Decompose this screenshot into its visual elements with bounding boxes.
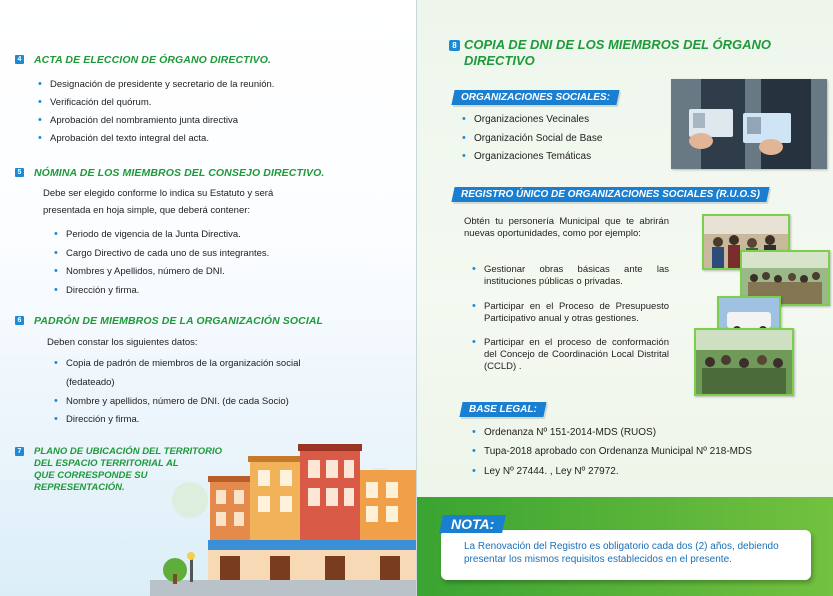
community-photo [694,328,794,396]
banner-label: BASE LEGAL: [469,404,537,415]
section-number-5: 5 [15,168,24,177]
list-item: • Periodo de vigencia de la Junta Directiva. [66,229,241,240]
nota-label [439,515,506,533]
banner-organizaciones [451,90,619,105]
section-title-acta: ACTA DE ELECCION DE ÓRGANO DIRECTIVO. [34,54,272,66]
section-intro: Deben constar los siguientes datos: [47,337,198,348]
list-item: • Dirección y firma. [66,414,139,425]
list-item: • Gestionar obras básicas ante las instituciones públicas o privadas. [484,264,669,288]
section-number-4: 4 [15,55,24,64]
list-item: • Ordenanza Nº 151-2014-MDS (RUOS) [484,427,656,438]
banner-label: ORGANIZACIONES SOCIALES: [461,92,610,103]
section-intro: Debe ser elegido conforme lo indica su Estatuto y será [43,188,274,199]
list-item: • Designación de presidente y secretario de la reunión. [50,79,274,90]
list-item: • Ley Nº 27444. , Ley Nº 27972. [484,466,619,477]
plano-line: REPRESENTACIÓN. [34,482,125,493]
list-item: • Nombre y apellidos, número de DNI. (de cada Socio) [66,396,289,407]
list-item: • Organizaciones Temáticas [474,151,591,162]
plano-line: QUE CORRESPONDE SU [34,470,148,481]
list-item: • Nombres y Apellidos, número de DNI. [66,266,225,277]
list-item: • Tupa-2018 aprobado con Ordenanza Municipal Nº 218-MDS [484,446,752,457]
banner-ruos [451,187,769,202]
list-item: • Copia de padrón de miembros de la organización social [66,358,300,369]
section-number-8: 8 [449,40,460,51]
list-item: • Aprobación del nombramiento junta directiva [50,115,238,126]
section-number-7: 7 [15,447,24,456]
banner-label: REGISTRO ÚNICO DE ORGANIZACIONES SOCIALES (R.U.O.S) [461,189,760,200]
ruos-intro: Obtén tu personería Municipal que te abrirán nuevas oportunidades, como por ejemplo: [464,216,669,239]
plano-line: DEL ESPACIO TERRITORIAL AL [34,458,179,469]
section-number-6: 6 [15,316,24,325]
section-title-padron: PADRÓN DE MIEMBROS DE LA ORGANIZACIÓN SOCIAL [34,315,324,327]
list-item: • Participar en el proceso de conformación del Concejo de Coordinación Local Distrital (CCLD) . [484,337,669,373]
right-page [417,0,833,596]
section-title-nomina: NÓMINA DE LOS MIEMBROS DEL CONSEJO DIRECTIVO. [34,167,325,179]
left-page [0,0,416,596]
plano-line: PLANO DE UBICACIÓN DEL TERRITORIO [34,446,223,457]
list-item: • Organizaciones Vecinales [474,114,589,125]
city-illustration [150,440,416,596]
section-intro: presentada en hoja simple, que deberá contener: [43,205,251,216]
nota-label-text: NOTA: [451,516,495,532]
list-item: • Organización Social de Base [474,133,602,144]
nota-text: La Renovación del Registro es obligatorio cada dos (2) años, debiendo presentar los mismos requisitos establecidos en el presente. [464,541,779,565]
dni-photo [671,79,827,169]
list-item: • Participar en el Proceso de Presupuesto Participativo anual y otras gestiones. [484,301,669,325]
list-item: • Aprobación del texto integral del acta. [50,133,209,144]
list-item-continuation: (fedateado) [66,377,115,388]
list-item: • Cargo Directivo de cada uno de sus integrantes. [66,248,269,259]
list-item: • Verificación del quórum. [50,97,151,108]
list-item: • Dirección y firma. [66,285,139,296]
banner-base-legal [459,402,546,417]
section-title-copia-dni: COPIA DE DNI DE LOS MIEMBROS DEL ÓRGANO DIRECTIVO [464,37,771,68]
